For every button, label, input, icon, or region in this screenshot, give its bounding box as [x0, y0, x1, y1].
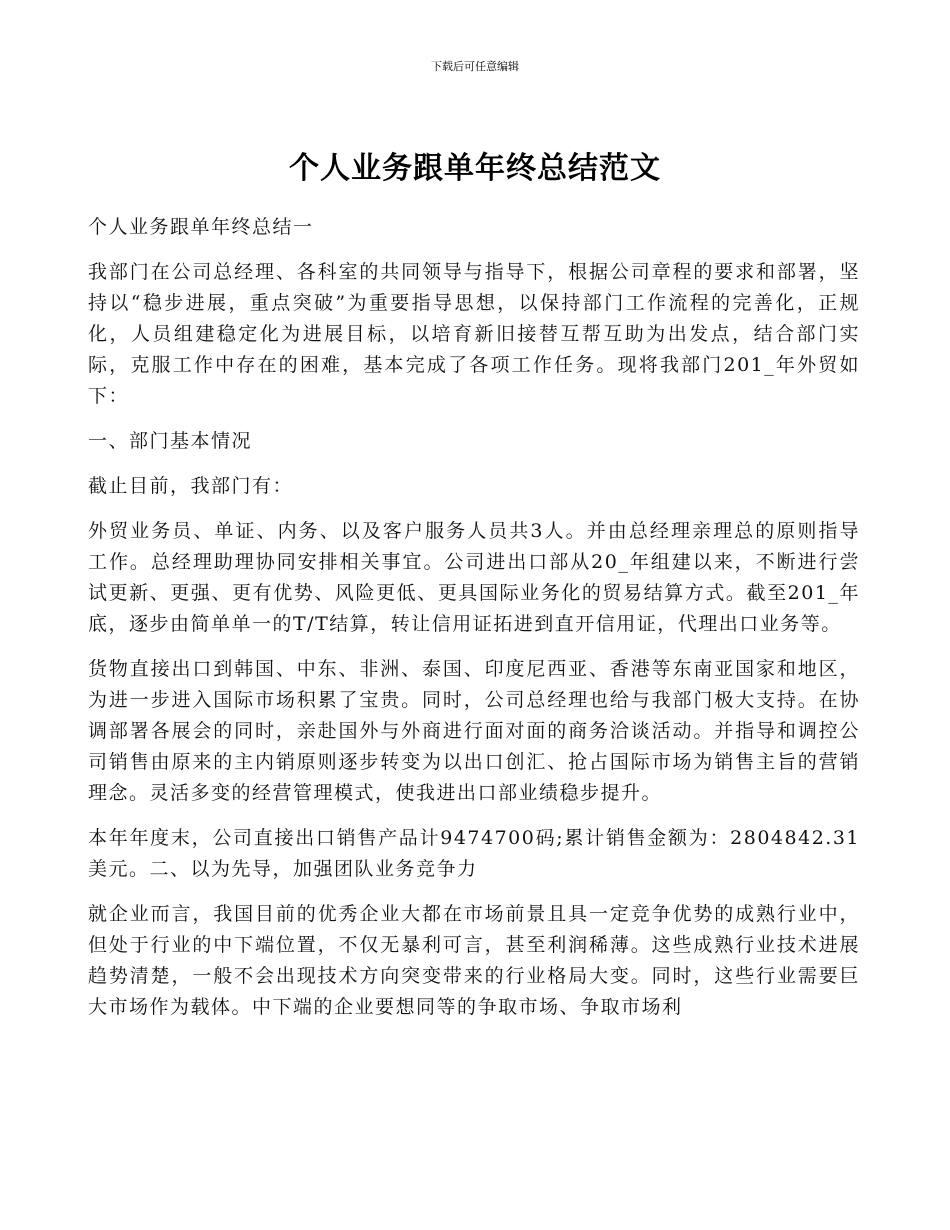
body-paragraph: 截止目前，我部门有： [88, 475, 294, 497]
section-heading: 一、部门基本情况 [88, 430, 253, 452]
body-paragraph: 本年年度末，公司直接出口销售产品计9474700码;累计销售金额为：2804842.31美元。二、以为先导，加强团队业务竞争力 [88, 827, 860, 880]
body-paragraph: 我部门在公司总经理、各科室的共同领导与指导下，根据公司章程的要求和部署，坚持以“稳步进展，重点突破”为重要指导思想，以保持部门工作流程的完善化，正规化，人员组建稳定化为进展目标，以培育新旧接替互帮互助为出发点，结合部门实际，克服工作中存在的困难，基本完成了各项工作任务。现将我部门201_年外贸如下： [88, 261, 860, 407]
body-paragraph: 外贸业务员、单证、内务、以及客户服务人员共3人。并由总经理亲理总的原则指导工作。总经理助理协同安排相关事宜。公司进出口部从20_年组建以来，不断进行尝试更新、更强、更有优势、风险更低、更具国际业务化的贸易结算方式。截至201_年底，逐步由简单单一的T/T结算，转让信用证拓进到直开信用证，代理出口业务等。 [88, 520, 860, 635]
body-paragraph: 货物直接出口到韩国、中东、非洲、泰国、印度尼西亚、香港等东南亚国家和地区，为进一步进入国际市场积累了宝贵。同时，公司总经理也给与我部门极大支持。在协调部署各展会的同时，亲赴国外与外商进行面对面的商务洽谈活动。并指导和调控公司销售由原来的主内销原则逐步转变为以出口创汇、抢占国际市场为销售主旨的营销理念。灵活多变的经营管理模式，使我进出口部业绩稳步提升。 [88, 658, 860, 804]
document-title: 个人业务跟单年终总结范文 [289, 151, 661, 186]
header-note: 下载后可任意编辑 [431, 60, 519, 73]
section-heading: 个人业务跟单年终总结一 [88, 216, 314, 238]
body-paragraph: 就企业而言，我国目前的优秀企业大都在市场前景且具一定竞争优势的成熟行业中，但处于行业的中下端位置，不仅无暴利可言，甚至利润稀薄。这些成熟行业技术进展趋势清楚，一般不会出现技术方向突变带来的行业格局大变。同时，这些行业需要巨大市场作为载体。中下端的企业要想同等的争取市场、争取市场利 [88, 903, 860, 1018]
document-body [88, 212, 860, 1023]
